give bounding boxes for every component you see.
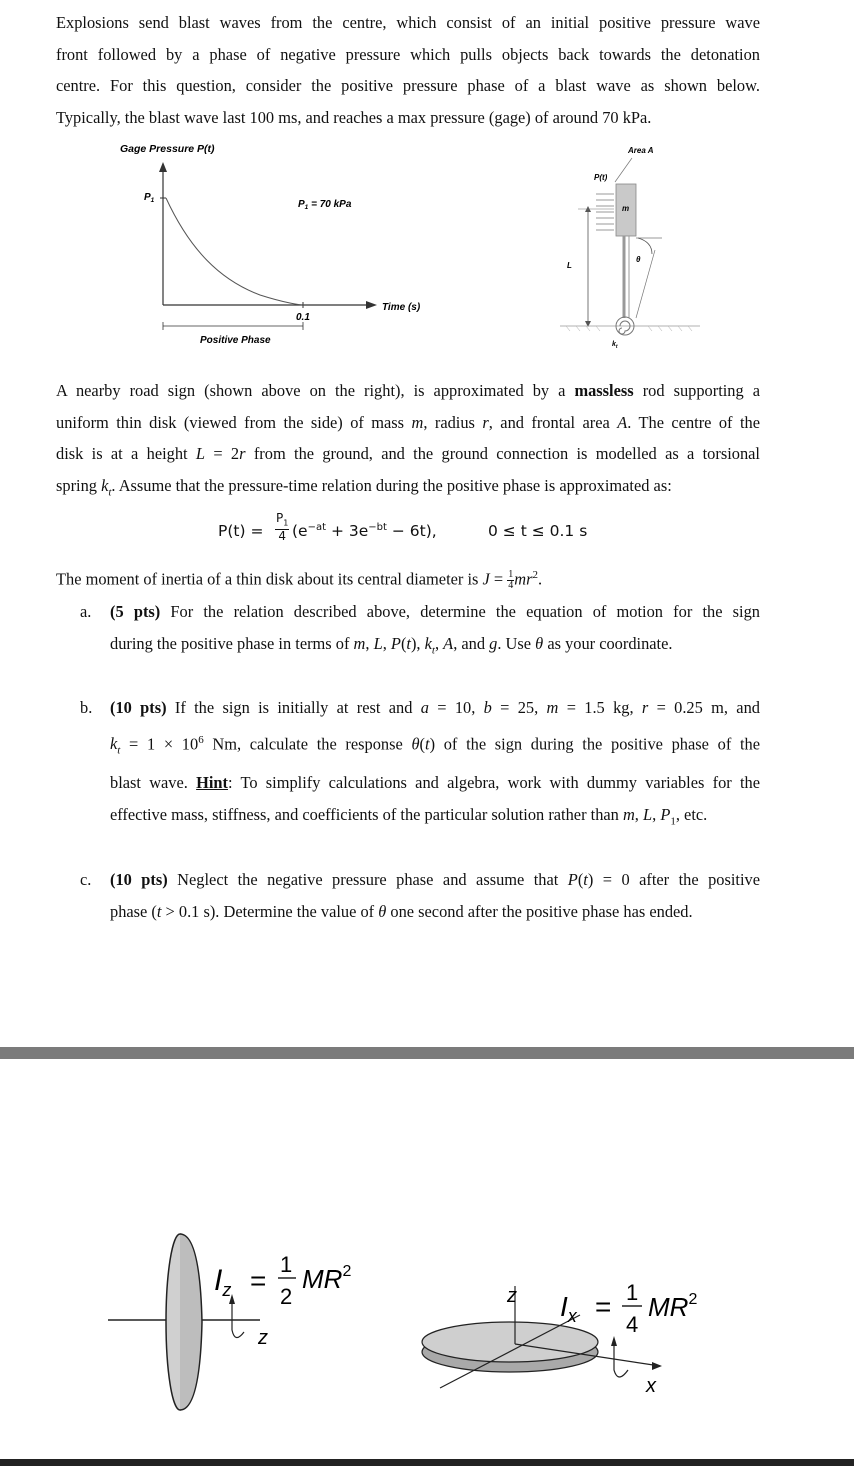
equation-rhs: $(e^{-at} + 3e^{-bt} - 6t)$,	[292, 522, 437, 541]
intro-line: Typically, the blast wave last 100 ms, and reaches a max pressure (gage) of around 70 kPa.	[56, 107, 652, 127]
equation-range: 0 ≤ t ≤ 0.1 s	[488, 522, 588, 540]
points-badge: (10 pts)	[110, 698, 167, 717]
area-label: Area A	[628, 146, 654, 155]
left-fraction-den: 2	[280, 1284, 293, 1309]
pressure-equation	[0, 510, 854, 554]
p1-tick-label: $P_1$	[144, 192, 155, 204]
points-badge: (5 pts)	[110, 602, 161, 621]
end-time-tick: 0.1	[296, 312, 310, 323]
intro-line: front followed by a phase of negative pressure which pulls objects back towards the detonation	[56, 44, 760, 64]
part-c	[80, 864, 760, 928]
description-line: spring $k_t$. Assume that the pressure-time relation during the positive phase is approximated as:	[56, 475, 672, 499]
part-line: (5 pts) For the relation described above, determine the equation of motion for the sign	[110, 602, 760, 621]
text-run: : To simplify calculations and algebra, work with dummy variables for the	[228, 772, 760, 792]
equation-fraction	[275, 512, 289, 543]
right-fraction-den: 4	[626, 1312, 639, 1337]
part-line: (10 pts) Neglect the negative pressure phase and assume that P(t) = 0 after the positive	[110, 870, 760, 889]
disk-inertia-figure	[0, 1220, 854, 1440]
part-line: (10 pts) If the sign is initially at rest and a = 10, b = 25, m = 1.5 kg, r = 0.25 m, and	[110, 698, 760, 717]
inertia-statement	[56, 560, 760, 595]
part-body	[110, 596, 760, 666]
hint-label: Hint	[196, 772, 228, 792]
mass-label: m	[622, 204, 630, 213]
part-label: b.	[80, 698, 93, 717]
fraction-numerator: $P_1$	[275, 512, 289, 530]
pt-label: P(t)	[594, 173, 608, 182]
part-body	[110, 864, 760, 928]
fraction-denominator: 4	[278, 529, 286, 544]
description-line: disk is at a height L = 2r from the ground, and the ground connection is modelled as a torsional	[56, 444, 760, 464]
massless-emphasis: massless	[574, 381, 634, 400]
equals-sign: =	[595, 1291, 612, 1322]
text-run: A nearby road sign (shown above on the right), is approximated by a	[56, 381, 575, 400]
left-mr-term: $MR^2$	[302, 1263, 352, 1294]
spring-label: $k_t$	[612, 341, 618, 350]
angle-label: θ	[636, 255, 641, 264]
x-axis-label: Time (s)	[382, 302, 421, 313]
part-b	[80, 692, 760, 828]
right-inertia-symbol: $I_x$	[560, 1291, 577, 1326]
left-inertia-symbol: $I_z$	[214, 1264, 232, 1300]
left-axis-label: z	[258, 1327, 268, 1349]
right-fraction-num: 1	[626, 1280, 639, 1305]
part-body	[110, 692, 760, 837]
inertia-line: The moment of inertia of a thin disk about its central diameter is J = $\frac{1}{4}$ $mr^2$.	[56, 569, 543, 592]
length-label: L	[567, 261, 572, 270]
intro-line: Explosions send blast waves from the centre, which consist of an initial positive pressure wave	[56, 13, 760, 32]
pressure-decay-curve	[166, 198, 304, 305]
equation-lhs: P(t) =	[218, 522, 264, 540]
description-line: uniform thin disk (viewed from the side) of mass m, radius r, and frontal area A. The centre of the	[56, 412, 760, 432]
part-line: phase (t > 0.1 s). Determine the value of θ one second after the positive phase has ended.	[110, 902, 693, 921]
intro-line: centre. For this question, consider the positive pressure phase of a blast wave as shown below.	[56, 76, 760, 96]
x-axis-arrow-icon	[366, 301, 377, 309]
right-z-label: z	[507, 1285, 517, 1307]
bottom-bar	[0, 1459, 854, 1466]
intro-paragraph	[56, 7, 760, 133]
part-label: a.	[80, 602, 92, 621]
part-a	[80, 596, 760, 660]
y-axis-label: Gage Pressure P(t)	[120, 143, 215, 155]
part-line: effective mass, stiffness, and coefficients of the particular solution rather than m, L, $P_1$, etc.	[110, 804, 708, 828]
fraction-denominator: 4	[508, 580, 514, 592]
points-badge: (10 pts)	[110, 870, 168, 889]
phase-label: Positive Phase	[200, 335, 271, 346]
right-mr-term: $MR^2$	[648, 1291, 698, 1322]
left-fraction-num: 1	[280, 1252, 293, 1277]
fraction-numerator: 1	[508, 569, 514, 581]
right-axis-label: x	[646, 1375, 656, 1397]
equals-sign: =	[250, 1265, 267, 1296]
blast-wave-figure	[0, 140, 854, 360]
y-axis-arrow-icon	[159, 162, 167, 172]
part-line: during the positive phase in terms of m, L, P(t), $k_t$, A, and g. Use θ as your coordinate.	[110, 634, 673, 657]
part-line: $k_t = 1 \times 10^6$ Nm, calculate the response θ(t) of the sign during the positive phase of the	[110, 734, 760, 757]
sign-description	[56, 375, 760, 509]
description-line	[56, 375, 760, 407]
right-disk	[422, 1322, 598, 1362]
part-line	[110, 767, 760, 799]
separator-bar	[0, 1047, 854, 1059]
peak-pressure-label: $P_1 = 70$ kPa	[298, 199, 352, 211]
text-run: rod supporting a	[633, 381, 760, 400]
part-label: c.	[80, 870, 92, 889]
text-run: blast wave.	[110, 772, 197, 792]
